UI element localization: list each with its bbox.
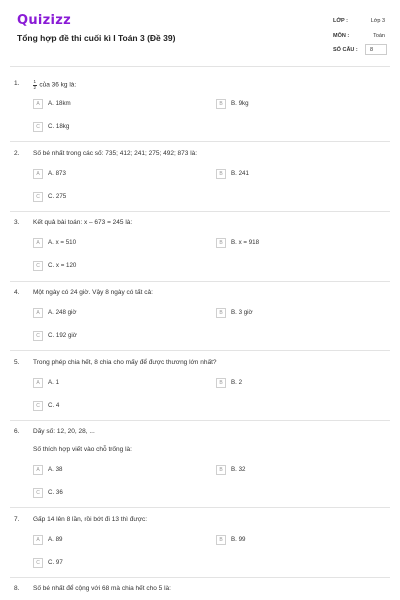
question-text: Gấp 14 lên 8 lần, rồi bớt đi 13 thì được: [33, 516, 148, 523]
header-divider [10, 66, 390, 67]
option-letter: B [216, 238, 226, 248]
question-text: Số bé nhất để cộng với 68 mà chia hết cho 5 là: [33, 585, 171, 592]
option-letter: B [216, 169, 226, 179]
question-text: Trong phép chia hết, 8 chia cho mấy để được thương lớn nhất? [33, 359, 217, 366]
question-divider [10, 507, 390, 508]
question-text: Số bé nhất trong các số: 735; 412; 241; 275; 492; 873 là: [33, 150, 198, 157]
subject-value: Toán [373, 33, 385, 39]
question-number: 4. [14, 289, 20, 296]
option-text: B. 99 [231, 536, 246, 543]
option-text: B. 32 [231, 466, 246, 473]
option-text: B. 241 [231, 170, 249, 177]
option-letter: B [216, 535, 226, 545]
question-number: 1. [14, 80, 20, 87]
option-text: B. 2 [231, 379, 243, 386]
option-letter: C [33, 122, 43, 132]
option-text: A. 248 giờ [48, 309, 77, 316]
question-divider [10, 350, 390, 351]
option-text: C. 97 [48, 559, 63, 566]
question-text: Một ngày có 24 giờ. Vậy 8 ngày có tất cả: [33, 289, 153, 296]
option-letter: B [216, 378, 226, 388]
option-text: C. 18kg [48, 123, 70, 130]
subject-label: MÔN : [333, 33, 350, 39]
option-letter: A [33, 465, 43, 475]
question-count-box [365, 44, 387, 55]
option-text: A. 1 [48, 379, 60, 386]
option-text: A. 873 [48, 170, 66, 177]
option-letter: B [216, 465, 226, 475]
option-letter: A [33, 238, 43, 248]
option-text: C. x = 120 [48, 262, 77, 269]
class-label: LỚP : [333, 18, 348, 24]
question-number: 6. [14, 428, 20, 435]
question-count-field [333, 45, 389, 55]
question-divider [10, 141, 390, 142]
question-divider [10, 281, 390, 282]
question-count-value: 8 [370, 47, 374, 53]
option-text: C. 275 [48, 193, 67, 200]
option-text: A. 18km [48, 100, 71, 107]
option-letter: A [33, 169, 43, 179]
option-letter: A [33, 535, 43, 545]
option-text: C. 192 giờ [48, 332, 77, 339]
question-text: Kết quả bài toán: x – 673 = 245 là: [33, 219, 133, 226]
question-count-label: SỐ CÂU : [333, 47, 358, 53]
question-divider [10, 577, 390, 578]
option-letter: B [216, 99, 226, 109]
question-divider [10, 420, 390, 421]
option-text: A. 89 [48, 536, 63, 543]
subject-field [333, 31, 389, 41]
worksheet-header [0, 0, 400, 64]
question-text: Dãy số: 12, 20, 28, ... [33, 428, 95, 435]
option-text: B. 3 giờ [231, 309, 253, 316]
option-letter: C [33, 558, 43, 568]
fraction: $\frac{1}{2}$ [33, 79, 37, 90]
question-subtext: Số thích hợp viết vào chỗ trống là: [33, 446, 132, 453]
question-number: 3. [14, 219, 20, 226]
class-value: Lớp 3 [370, 18, 385, 24]
option-letter: A [33, 378, 43, 388]
option-text: C. 4 [48, 402, 60, 409]
option-text: A. 38 [48, 466, 63, 473]
question-text: $\frac{1}{2}$ của 36 kg là: [33, 79, 77, 90]
option-letter: C [33, 488, 43, 498]
option-letter: A [33, 308, 43, 318]
option-letter: C [33, 401, 43, 411]
question-number: 7. [14, 516, 20, 523]
question-number: 2. [14, 150, 20, 157]
option-letter: B [216, 308, 226, 318]
worksheet-title: Tổng hợp đề thi cuối kì I Toán 3 (Đề 39) [17, 33, 176, 43]
option-letter: C [33, 261, 43, 271]
question-number: 8. [14, 585, 20, 592]
option-text: B. x = 918 [231, 239, 260, 246]
question-divider [10, 211, 390, 212]
option-text: C. 36 [48, 489, 63, 496]
option-letter: C [33, 192, 43, 202]
question-number: 5. [14, 359, 20, 366]
option-letter: A [33, 99, 43, 109]
option-text: B. 9kg [231, 100, 249, 107]
quizizz-logo: Quizizz [17, 13, 72, 28]
class-field [333, 16, 389, 26]
option-letter: C [33, 331, 43, 341]
option-text: A. x = 510 [48, 239, 77, 246]
